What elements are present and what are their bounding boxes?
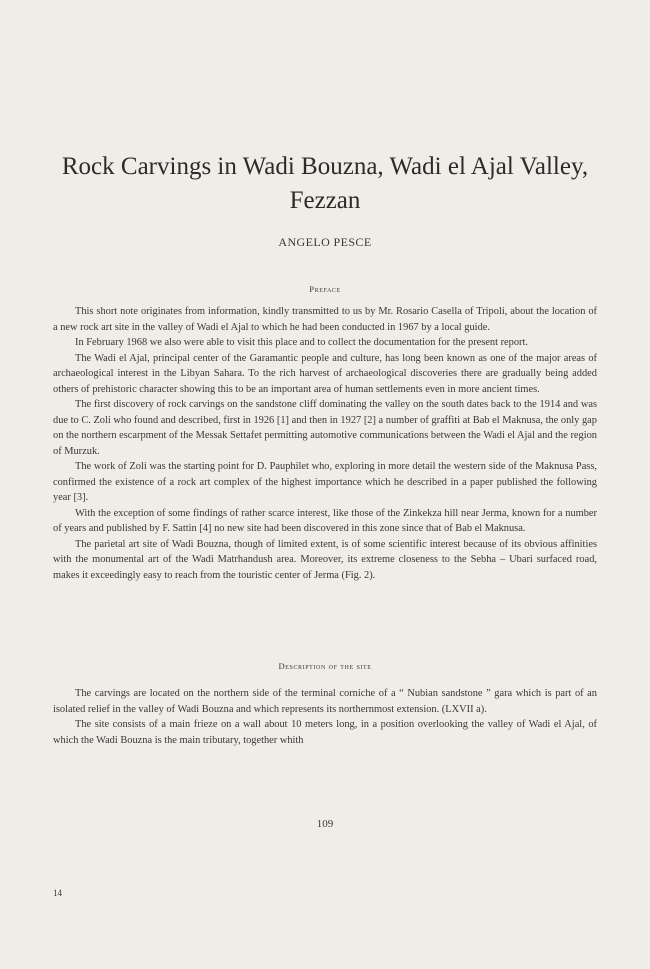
paragraph: The carvings are located on the northern side of the terminal corniche of a “ Nubian sandstone ” gara which is part of an isolated relief in the valley of Wadi Bouzna and which represents its northernmost extension. (LXVII a). (53, 688, 597, 715)
paragraph: This short note originates from information, kindly transmitted to us by Mr. Rosario Casella of Tripoli, about the location of a new rock art site in the valley of Wadi el Ajal to which he had been conducted in 1967 by a local guide. (53, 306, 597, 333)
preface-body (53, 304, 597, 583)
description-body (53, 686, 597, 748)
paragraph: With the exception of some findings of rather scarce interest, like those of the Zinkekza hill near Jerma, known for a number of years and published by F. Sattin [4] no new site had been discovered in this zone since that of Bab el Maknusa. (53, 507, 597, 534)
paragraph: The first discovery of rock carvings on the sandstone cliff dominating the valley on the south dates back to the 1914 and was due to C. Zoli who found and described, first in 1926 [1] and then in 1927 [2] a number of graffiti at Bab el Maknusa, the only gap on the northern escarpment of the Messak Settafet permitting automotive communications between the Wadi el Ajal and the region of Murzuk. (53, 399, 597, 457)
paragraph: In February 1968 we also were able to visit this place and to collect the documentation for the present report. (75, 337, 529, 348)
paragraph: The Wadi el Ajal, principal center of the Garamantic people and culture, has long been known as one of the major areas of archaeological interest in the Libyan Sahara. To the rich harvest of archaeological discoveries there are gradually being added others of prehistoric character showing this to be an important area of human settlements even in more ancient times. (53, 352, 597, 395)
author-name: ANGELO PESCE (278, 235, 372, 249)
signature-mark: 14 (53, 888, 62, 898)
section-heading-description: Description of the site (278, 661, 372, 671)
page-number: 109 (316, 818, 334, 830)
paragraph: The site consists of a main frieze on a wall about 10 meters long, in a position overlooking the valley of Wadi el Ajal, of which the Wadi Bouzna is the main tributary, together whith (53, 719, 597, 746)
section-heading-preface: Preface (309, 284, 341, 294)
paragraph: The work of Zoli was the starting point for D. Pauphilet who, exploring in more detail the western side of the Maknusa Pass, confirmed the existence of a rock art complex of the highest importance which he described in a paper published the following year [3]. (53, 461, 597, 503)
article-title: Rock Carvings in Wadi Bouzna, Wadi el Ajal Valley, Fezzan (61, 153, 589, 214)
paragraph: The parietal art site of Wadi Bouzna, though of limited extent, is of some scientific interest because of its obvious affinities with the monumental art of the Wadi Matrhandush area. Moreover, its extreme closeness to the Sebha – Ubari surfaced road, makes it exceedingly easy to reach from the touristic center of Jerma (Fig. 2). (53, 538, 597, 581)
